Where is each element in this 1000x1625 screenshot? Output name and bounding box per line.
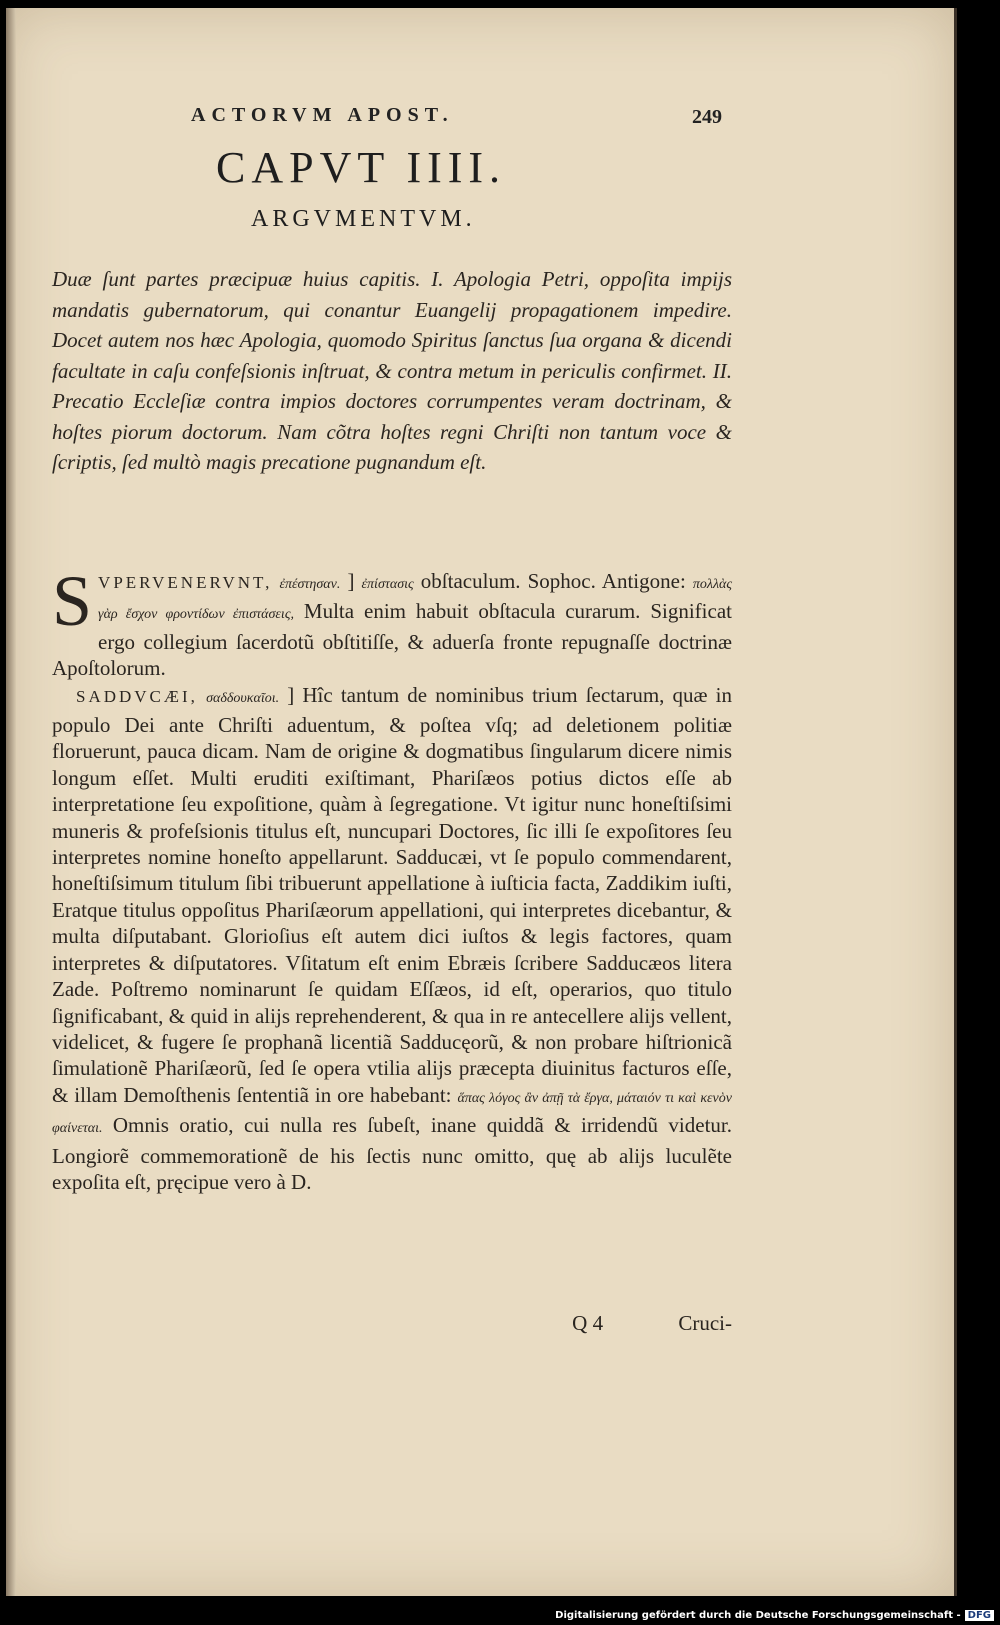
catchword: Cruci-	[678, 1311, 732, 1335]
latin-text: obſtaculum. Sophoc. Antigone:	[420, 569, 686, 593]
latin-text: Omnis oratio, cui nulla res ſubeſt, inane quiddã & irridendũ videtur. Longiorẽ commemorationẽ de his ſectis nunc omitto, quę ab alijs luculẽte expoſita eſt, pręcipue vero à D.	[52, 1113, 732, 1194]
greek-text: ἐπίστασις	[361, 577, 414, 592]
bracket: ]	[347, 569, 355, 593]
lemma: SADDVCÆI,	[76, 686, 198, 706]
latin-text: Multa enim habuit obſtacula curarum. Significat ergo collegium ſacerdotũ obſtitiſſe, & aduerſa fronte repugnaſſe doctrinæ Apoſtolorum.	[52, 599, 732, 681]
latin-text: ] Hîc tantum de nominibus trium ſectarum, quæ in populo Dei ante Chriſti aduentum, & poſtea vſq; ad deletionem politiæ floruerunt, pauca dicam. Nam de origine & dogmatibus ſingularum dicere nimis longum eſſet. Multi eruditi exiſtimant, Phariſæos potius dictos eſſe ab interpretatione ſeu expoſitione, quàm à ſegregatione. Vt igitur nunc honeſtiſsimi muneris & profeſsionis titulus eſt, nuncupari Doctores, ſic illi ſe expoſitores ſeu interpretes nomine honeſto appellarunt. Sadducæi, vt ſe populo commendarent, honeſtiſsimum titulum ſibi tribuerunt appellatione à iuſticia facta, Zaddikim iuſti, Eratque titulus oppoſitus Phariſæorum appellationi, qui interpretes dicebantur, & multa diſputabant. Glorioſius eſt autem dici iuſtos & legis factores, quam interpretes & diſputatores. Vſitatum eſt enim Ebræis ſcribere Sadducæos litera Zade. Poſtremo nominarunt ſe quidam Eſſæos, id eſt, operarios, quo titulo ſignificabant, & quid in alijs reprehenderent, & qua in re antecellere alijs vellent, videlicet, & fugere ſe prophanã licentiã Sadducęorũ, & non probare hiſtrionicã ſimulationẽ Phariſæorũ, ſed ſe opera vtilia alijs præcepta diuinitus facturos eſſe, & illam Demoſthenis ſententiã in ore habebant:	[52, 682, 733, 1107]
signature-mark: Q 4	[572, 1311, 604, 1335]
running-title: ACTORVM APOST.	[191, 104, 454, 126]
greek-quote: πολλὰς γὰρ ἔσχον φροντίδων ἐπιστάσεις,	[98, 577, 733, 623]
greek-text: σαδδουκαῖοι.	[206, 690, 280, 706]
chapter-title: CAPVT IIII.	[216, 143, 507, 192]
greek-quote: ἅπας λόγος ἂν ἀπῇ τὰ ἔργα, μάταιόν τι καὶ κενὸν φαίνεται.	[52, 1090, 732, 1137]
digitization-credit	[555, 1610, 994, 1621]
page-number: 249	[692, 106, 722, 128]
argument-paragraph: Duæ ſunt partes præcipuæ huius capitis. I. Apologia Petri, oppoſita impijs mandatis gubernatorum, qui conantur Euangelij propagationem impedire. Docet autem nos hæc Apologia, quomodo Spiritus ſanctus ſua organa & dicendi facultate in caſu confeſsionis inſtruat, & contra metum in periculis confirmet. II. Precatio Eccleſiæ contra impios doctores corrumpentes veram doctrinam, & hoſtes piorum doctorum. Nam cõtra hoſtes regni Chriſti non tantum voce & ſcriptis, ſed multò magis precatione pugnandum eſt.	[52, 267, 732, 474]
page-footer	[52, 1311, 732, 1336]
drop-cap: S	[52, 561, 93, 641]
argument-heading: ARGVMENTVM.	[251, 206, 476, 232]
book-page	[6, 8, 957, 1596]
greek-text: ἐπέστησαν.	[279, 577, 341, 592]
commentary-paragraph-1	[52, 561, 733, 682]
lemma: VPERVENERVNT,	[98, 573, 273, 592]
commentary-body	[52, 561, 733, 1195]
page-gutter	[6, 8, 16, 1596]
commentary-paragraph-2	[52, 682, 732, 1196]
credit-text: Digitalisierung gefördert durch die Deutsche Forschungsgemeinschaft -	[555, 1610, 961, 1621]
dfg-logo: DFG	[965, 1610, 994, 1621]
